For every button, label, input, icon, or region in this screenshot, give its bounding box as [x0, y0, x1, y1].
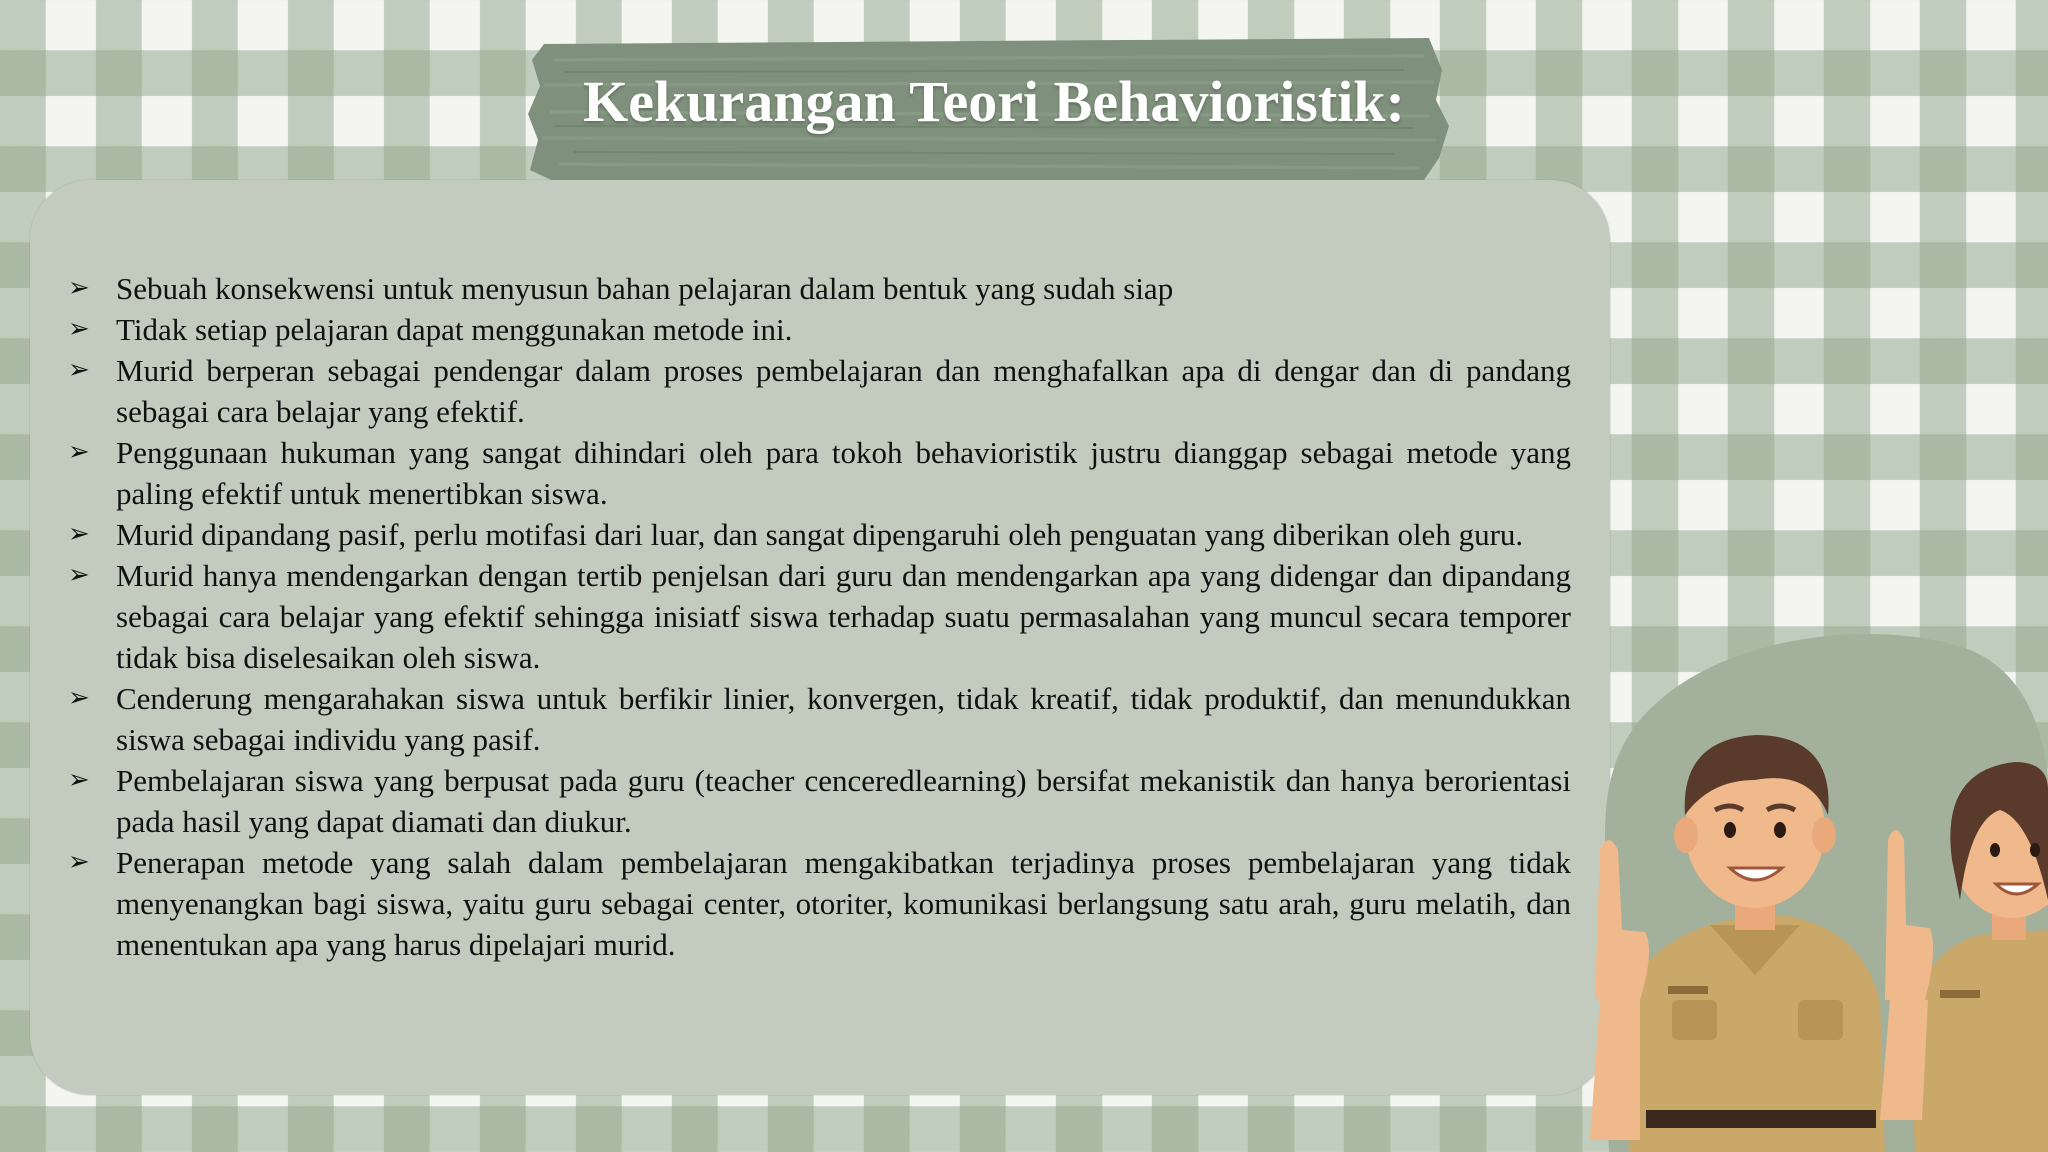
- arrowhead-bullet-icon: ➢: [68, 314, 90, 344]
- arrowhead-bullet-icon: ➢: [68, 519, 90, 549]
- arrowhead-bullet-icon: ➢: [68, 683, 90, 713]
- list-item: ➢ Murid dipandang pasif, perlu motifasi dari luar, dan sangat dipengaruhi oleh penguatan yang diberikan oleh guru.: [66, 514, 1571, 555]
- list-item: ➢ Tidak setiap pelajaran dapat menggunakan metode ini.: [66, 309, 1571, 350]
- arrowhead-bullet-icon: ➢: [68, 273, 90, 303]
- arrowhead-bullet-icon: ➢: [68, 437, 90, 467]
- list-item: ➢ Pembelajaran siswa yang berpusat pada guru (teacher cenceredlearning) bersifat mekanistik dan hanya berorientasi pada hasil yang dapat diamati dan diukur.: [66, 760, 1571, 842]
- arrowhead-bullet-icon: ➢: [68, 765, 90, 795]
- bullet-list: [66, 268, 1571, 965]
- list-item: ➢ Penggunaan hukuman yang sangat dihindari oleh para tokoh behavioristik justru dianggap sebagai metode yang paling efektif untuk menertibkan siswa.: [66, 432, 1571, 514]
- list-item: ➢ Murid berperan sebagai pendengar dalam proses pembelajaran dan menghafalkan apa di dengar dan di pandang sebagai cara belajar yang efektif.: [66, 350, 1571, 432]
- list-item: ➢ Penerapan metode yang salah dalam pembelajaran mengakibatkan terjadinya proses pembelajaran yang tidak menyenangkan bagi siswa, yaitu guru sebagai center, otoriter, komunikasi berlangsung satu arah, guru melatih, dan menentukan apa yang harus dipelajari murid.: [66, 842, 1571, 965]
- arrowhead-bullet-icon: ➢: [68, 847, 90, 877]
- two-teachers-pointing-up-icon: [1560, 700, 2048, 1152]
- man-figure: [1590, 735, 1885, 1152]
- arrowhead-bullet-icon: ➢: [68, 355, 90, 385]
- arrowhead-bullet-icon: ➢: [68, 560, 90, 590]
- woman-figure: [1880, 762, 2048, 1152]
- slide-title: Kekurangan Teori Behavioristik:: [583, 69, 1405, 134]
- list-item: ➢ Murid hanya mendengarkan dengan tertib penjelsan dari guru dan mendengarkan apa yang didengar dan dipandang sebagai cara belajar yang efektif sehingga inisiatf siswa terhadap suatu permasalahan yang muncul secara temporer tidak bisa diselesaikan oleh siswa.: [66, 555, 1571, 678]
- list-item: ➢ Cenderung mengarahakan siswa untuk berfikir linier, konvergen, tidak kreatif, tidak produktif, dan menundukkan siswa sebagai individu yang pasif.: [66, 678, 1571, 760]
- list-item: ➢ Sebuah konsekwensi untuk menyusun bahan pelajaran dalam bentuk yang sudah siap: [66, 268, 1571, 309]
